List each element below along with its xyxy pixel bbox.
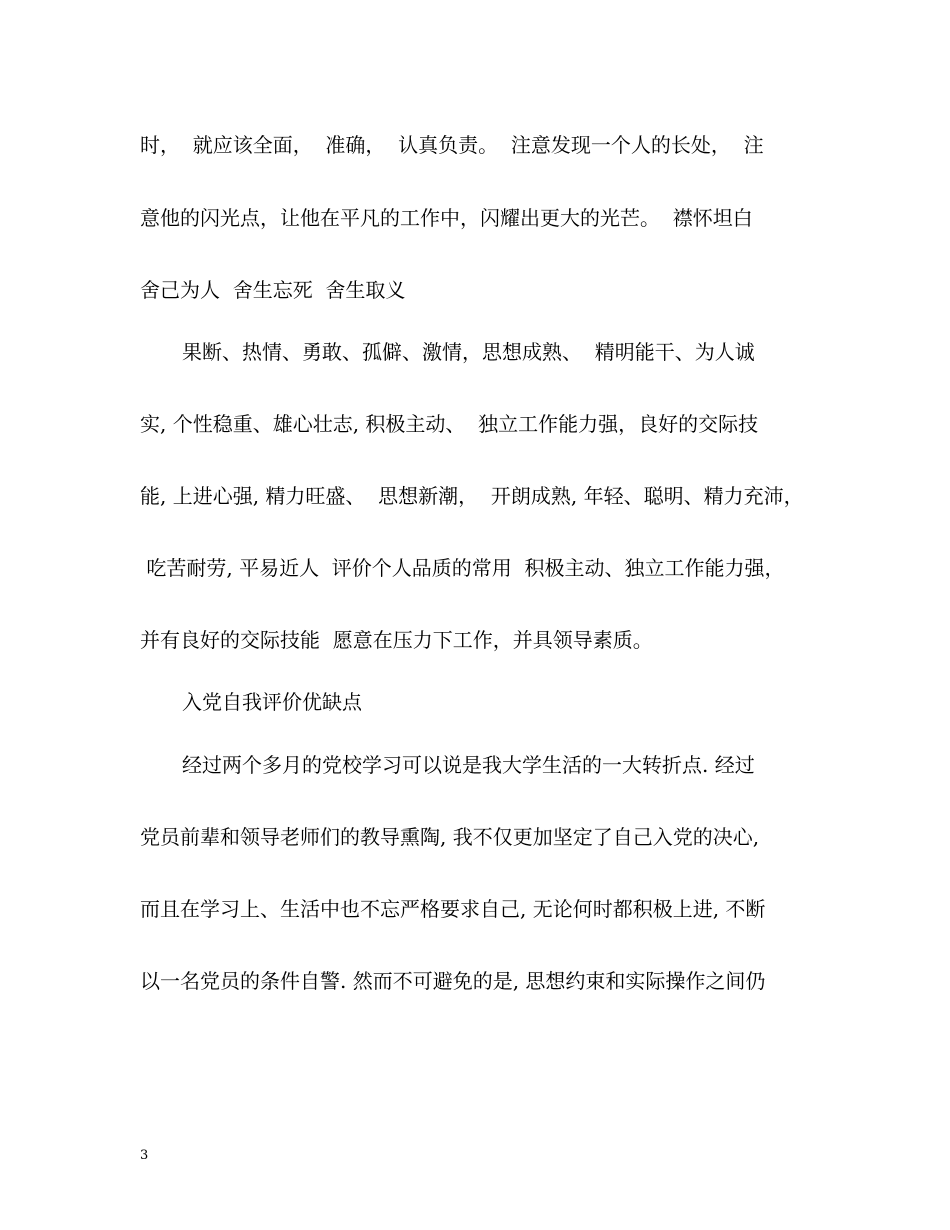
- text-line: 舍己为人 舍生忘死 舍生取义: [140, 278, 406, 302]
- text-line: 而且在学习上、生活中也不忘严格要求自己, 无论何时都积极上进, 不断: [140, 897, 766, 921]
- text-line: 吃苦耐劳, 平易近人 评价个人品质的常用 积极主动、独立工作能力强，: [140, 556, 785, 580]
- section-heading: 入党自我评价优缺点: [182, 690, 362, 714]
- paragraph-first-line: 经过两个多月的党校学习可以说是我大学生活的一大转折点. 经过: [182, 753, 755, 777]
- text-line: 以一名党员的条件自警. 然而不可避免的是, 思想约束和实际操作之间仍: [140, 969, 766, 993]
- paragraph-first-line: 果断、热情、勇敢、孤僻、激情，思想成熟、 精明能干、为人诚: [182, 340, 755, 364]
- text-line: 能, 上进心强, 精力旺盛、 思想新潮， 开朗成熟, 年轻、聪明、精力充沛，: [140, 484, 804, 508]
- text-line: 意他的闪光点，让他在平凡的工作中，闪耀出更大的光芒。 襟怀坦白: [140, 206, 753, 230]
- page-number: 3: [140, 1148, 149, 1163]
- text-line: 实, 个性稳重、雄心壮志, 积极主动、 独立工作能力强，良好的交际技: [140, 412, 759, 436]
- text-line: 并有良好的交际技能 愿意在压力下工作，并具领导素质。: [140, 628, 653, 652]
- text-line: 时， 就应该全面， 准确， 认真负责。 注意发现一个人的长处， 注: [140, 133, 764, 157]
- text-line: 党员前辈和领导老师们的教导熏陶, 我不仅更加坚定了自己入党的决心,: [140, 825, 760, 849]
